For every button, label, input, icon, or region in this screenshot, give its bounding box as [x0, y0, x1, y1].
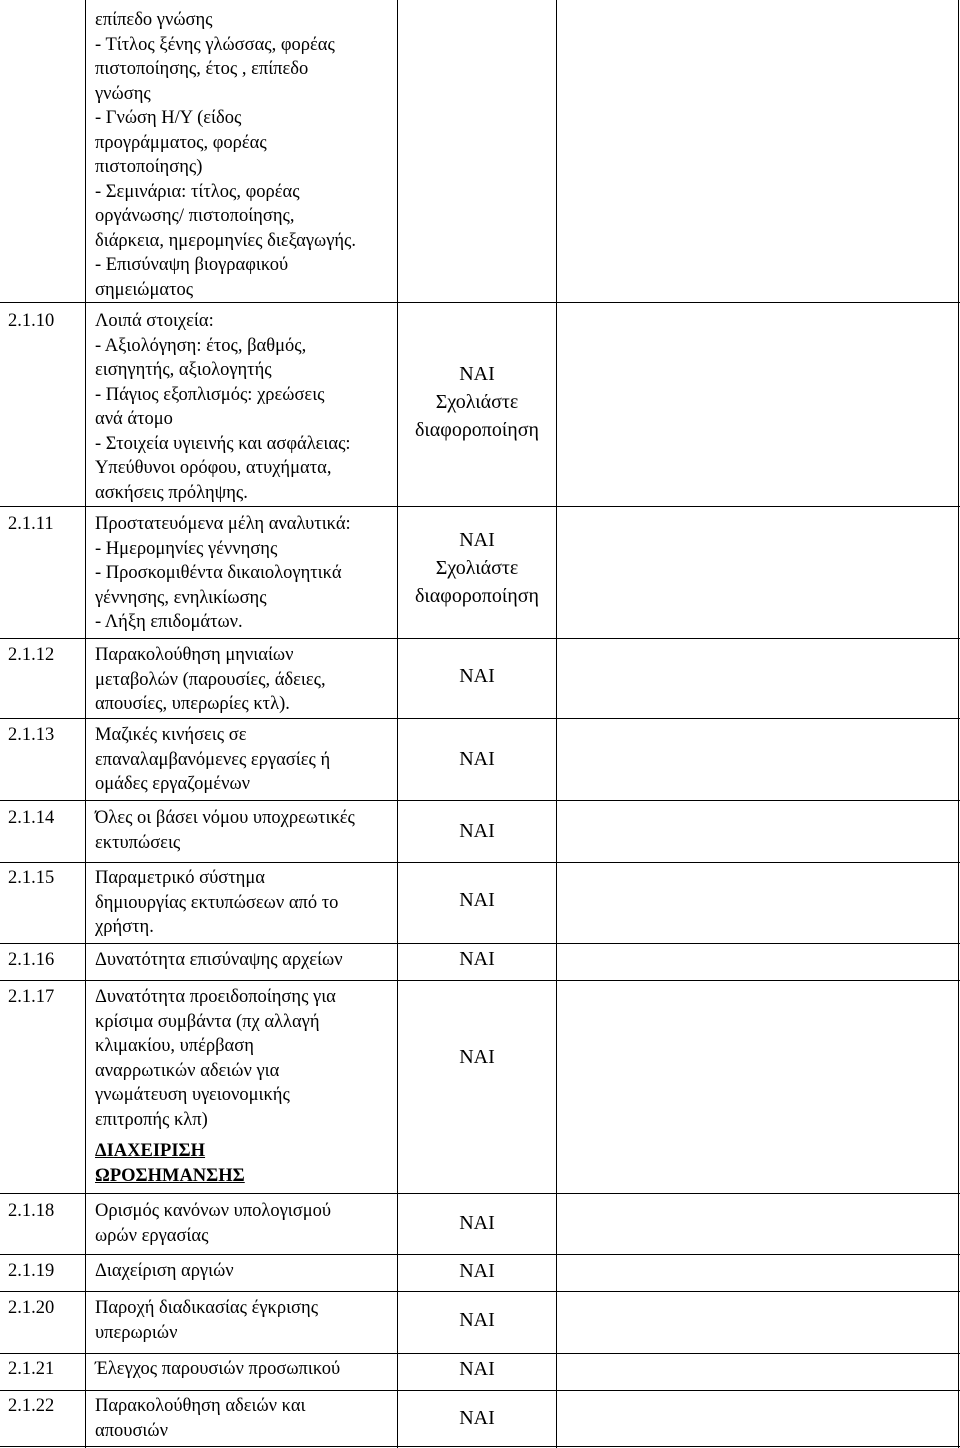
- table-row-description: Προστατευόμενα μέλη αναλυτικά: - Ημερομηνίες γέννησης - Προσκομιθέντα δικαιολογητικά γέννησης, ενηλικίωσης - Λήξη επιδομάτων.: [95, 514, 351, 632]
- column-divider: [556, 0, 557, 1448]
- table-row-response: ΝΑΙ: [459, 1046, 495, 1068]
- table-row-number: 2.1.11: [8, 514, 54, 534]
- table-row-number: 2.1.22: [8, 1396, 55, 1416]
- table-row-number: 2.1.12: [8, 645, 55, 665]
- table-row-response: ΝΑΙ: [459, 1309, 495, 1331]
- table-row-response: ΝΑΙ: [459, 1212, 495, 1234]
- table-row-response: ΝΑΙ Σχολιάστε διαφοροποίηση: [415, 363, 539, 441]
- table-row-response: ΝΑΙ Σχολιάστε διαφοροποίηση: [415, 529, 539, 607]
- row-divider: [0, 718, 960, 719]
- table-row-response: ΝΑΙ: [459, 1407, 495, 1429]
- table-row-response: ΝΑΙ: [459, 820, 495, 842]
- row-divider: [0, 638, 960, 639]
- table-bottom-border: [0, 1446, 960, 1447]
- table-row-description: Παρακολούθηση μηνιαίων μεταβολών (παρουσίες, άδειες, απουσίες, υπερωρίες κτλ).: [95, 645, 326, 714]
- table-row-number: 2.1.18: [8, 1201, 55, 1221]
- row-divider: [0, 980, 960, 981]
- table-row-response: ΝΑΙ: [459, 1358, 495, 1380]
- row-divider: [0, 862, 960, 863]
- row-divider: [0, 1390, 960, 1391]
- table-row-response: ΝΑΙ: [459, 889, 495, 911]
- table-row-description: Μαζικές κινήσεις σε επαναλαμβανόμενες εργασίες ή ομάδες εργαζομένων: [95, 725, 331, 794]
- table-row-number: 2.1.16: [8, 950, 55, 970]
- table-row-description: Παροχή διαδικασίας έγκρισης υπερωριών: [95, 1298, 319, 1343]
- table-row-number: 2.1.13: [8, 725, 55, 745]
- table-row-number: 2.1.20: [8, 1298, 55, 1318]
- row-divider: [0, 1193, 960, 1194]
- table-row-number: 2.1.21: [8, 1359, 55, 1379]
- table-row-response: ΝΑΙ: [459, 748, 495, 770]
- row-divider: [0, 1291, 960, 1292]
- row-divider: [0, 1254, 960, 1255]
- table-row-description: Δυνατότητα επισύναψης αρχείων: [95, 950, 343, 970]
- table-row-description: Ορισμός κανόνων υπολογισμού ωρών εργασίας: [95, 1201, 332, 1246]
- table-row-number: 2.1.10: [8, 311, 55, 331]
- row-divider: [0, 1353, 960, 1354]
- table-row-number: 2.1.15: [8, 868, 55, 888]
- row-divider: [0, 800, 960, 801]
- table-row-number: 2.1.19: [8, 1261, 55, 1281]
- row-divider: [0, 302, 960, 303]
- table-row-response: ΝΑΙ: [459, 948, 495, 970]
- table-row-description: επίπεδο γνώσης - Τίτλος ξένης γλώσσας, φορέας πιστοποίησης, έτος , επίπεδο γνώσης - Γνώση Η/Υ (είδος προγράμματος, φορέας πιστοποίησης) - Σεμινάρια: τίτλος, φορέας οργάνωσης/ πιστοποίησης, διάρκεια, ημερομηνίες διεξαγωγής. - Επισύναψη βιογραφικού σημειώματος: [95, 10, 356, 300]
- row-divider: [0, 943, 960, 944]
- row-divider: [0, 506, 960, 507]
- table-row-response: ΝΑΙ: [459, 1260, 495, 1282]
- table-row-description: Δυνατότητα προειδοποίησης για κρίσιμα συμβάντα (πχ αλλαγή κλιμακίου, υπέρβαση αναρρωτικών αδειών για γνωμάτευση υγειονομικής επιτροπής κλπ): [95, 987, 336, 1130]
- table-row-description: Παραμετρικό σύστημα δημιουργίας εκτυπώσεων από το χρήστη.: [95, 868, 339, 937]
- table-row-description: Παρακολούθηση αδειών και απουσιών: [95, 1396, 306, 1441]
- table-row-description: Λοιπά στοιχεία: - Αξιολόγηση: έτος, βαθμός, εισηγητής, αξιολογητής - Πάγιος εξοπλισμός: χρεώσεις ανά άτομο - Στοιχεία υγιεινής και ασφάλειας: Υπεύθυνοι ορόφου, ατυχήματα, ασκήσεις πρόληψης.: [95, 311, 351, 503]
- table-row-response: ΝΑΙ: [459, 665, 495, 687]
- table-row-description: Όλες οι βάσει νόμου υποχρεωτικές εκτυπώσεις: [95, 808, 355, 853]
- table-right-border: [958, 0, 959, 1448]
- column-divider: [85, 0, 86, 1448]
- table-row-number: 2.1.17: [8, 987, 55, 1007]
- table-row-description: Έλεγχος παρουσιών προσωπικού: [95, 1359, 341, 1379]
- table-row-description: Διαχείριση αργιών: [95, 1261, 234, 1281]
- table-row-number: 2.1.14: [8, 808, 55, 828]
- section-heading: ΔΙΑΧΕΙΡΙΣΗ ΩΡΟΣΗΜΑΝΣΗΣ: [95, 1141, 245, 1186]
